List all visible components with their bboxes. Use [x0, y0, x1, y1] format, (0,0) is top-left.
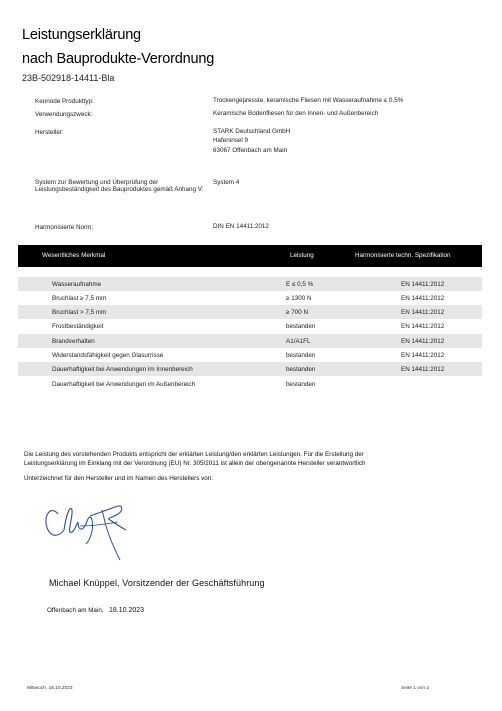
- table-row: [18, 291, 482, 305]
- table-row: [18, 277, 482, 291]
- handwritten-signature: [40, 496, 140, 564]
- manufacturer-city: 63067 Offenbach am Main: [213, 146, 288, 154]
- norm-value: DIN EN 14411:2012: [213, 223, 269, 230]
- table-row: [18, 305, 482, 319]
- cell-characteristic: Frostbeständigkeit: [52, 322, 104, 330]
- manufacturer-address: [213, 127, 290, 155]
- cell-characteristic: Brandverhalten: [52, 337, 95, 345]
- cell-specification: EN 14411:2012: [401, 337, 445, 345]
- cell-performance: E ≤ 0,5 %: [286, 280, 314, 288]
- document-title: Leistungserklärung: [22, 27, 141, 43]
- signature-date: 18.10.2023: [109, 607, 145, 614]
- cell-specification: EN 14411:2012: [401, 280, 445, 288]
- cell-performance: ≥ 1300 N: [286, 294, 312, 302]
- table-row: [18, 377, 482, 391]
- declaration-line-2: Leistungserklärung im Einklang mit der Verordnung (EU) Nr. 305/2011 ist allein der obengenannte Hersteller verantwortlich: [24, 459, 366, 467]
- cell-characteristic: Wasseraufnahme: [52, 280, 102, 288]
- signed-for-text: Unterzeichnet für den Hersteller und im Namen des Herstellers von:: [24, 475, 213, 482]
- cell-specification: EN 14411:2012: [401, 365, 445, 373]
- manufacturer-name: STARK Deutschland GmbH: [213, 128, 291, 135]
- cell-characteristic: Bruchlast ≥ 7,5 mm: [52, 294, 107, 302]
- cell-performance: bestanden: [286, 380, 316, 388]
- header-characteristic: Wesentliches Merkmal: [42, 252, 106, 259]
- signature-place: Offenbach am Main,: [47, 607, 104, 614]
- table-row: [18, 362, 482, 376]
- cell-specification: EN 14411:2012: [401, 351, 445, 359]
- cell-performance: bestanden: [286, 365, 316, 373]
- declaration-line-1: Die Leistung des vorstehenden Produkts entspricht der erklärten Leistung/den erklärten Leistungen. Für die Erstellung der: [24, 451, 364, 458]
- cell-specification: EN 14411:2012: [401, 308, 445, 316]
- manufacturer-street: Hafeninsel 9: [213, 137, 249, 145]
- cell-characteristic: Widerstandsfähigkeit gegen Glasurrisse: [52, 351, 164, 359]
- product-code-label: Kennode Produkttyp:: [35, 98, 94, 105]
- product-code-value: Trockengepresste, keramische Fliesen mit Wasseraufnahme ≤ 0,5%: [213, 97, 404, 104]
- signer-name: Michael Knüppel, Vorsitzender der Geschäftsführung: [49, 578, 265, 588]
- document-subtitle: nach Bauprodukte-Verordnung: [22, 51, 215, 67]
- declaration-text: [24, 451, 494, 468]
- header-specification: Harmonisierte techn. Spezifikation: [355, 252, 451, 259]
- cell-specification: EN 14411:2012: [401, 322, 445, 330]
- page-number: Seite 1 von 2: [401, 686, 430, 691]
- cell-characteristic: Bruchlast > 7,5 mm: [52, 308, 107, 316]
- system-label: System zur Bewertung und Überprüfung der Leistungsbeständigkeit des Bauproduktes gemäß Anhang V:: [35, 179, 204, 194]
- intended-use-label: Verwendungszweck:: [35, 111, 93, 118]
- table-row: [18, 334, 482, 348]
- footer-date: Mittwoch, 18.10.2023: [27, 686, 73, 691]
- table-row: [18, 319, 482, 333]
- cell-specification: EN 14411:2012: [401, 294, 445, 302]
- header-performance: Leistung: [290, 252, 314, 259]
- cell-performance: bestanden: [286, 322, 316, 330]
- norm-label: Harmonisierte Norm:: [35, 224, 94, 231]
- cell-characteristic: Dauerhaftigkeit bei Anwendungen im Außenbereich: [52, 380, 196, 388]
- cell-characteristic: Dauerhaftigkeit bei Anwendungen im Innenbereich: [52, 365, 193, 373]
- document-id: 23B-502918-14411-Bla: [22, 73, 115, 83]
- manufacturer-label: Hersteller:: [35, 129, 64, 136]
- cell-performance: ≥ 700 N: [286, 308, 309, 316]
- intended-use-value: Keramische Bodenfliesen für den Innen- und Außenbereich: [213, 110, 379, 117]
- cell-performance: A1/A1FL: [286, 337, 311, 345]
- cell-performance: bestanden: [286, 351, 316, 359]
- table-row: [18, 348, 482, 362]
- table-header: [18, 245, 482, 267]
- system-value: System 4: [213, 179, 240, 186]
